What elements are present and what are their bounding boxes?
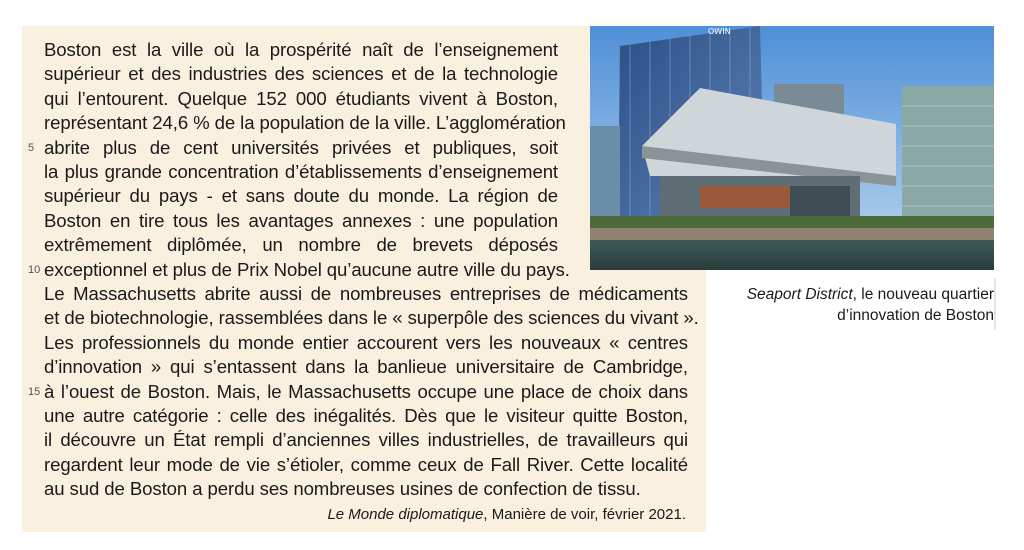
article-line: qui l’entourent. Quelque 152 000 étudiants vivent à Boston, [44, 87, 558, 109]
source-citation [327, 505, 686, 525]
building-sign: OWIN [708, 27, 731, 36]
line-number: 15 [28, 385, 41, 398]
seaport-district-photo [590, 26, 994, 270]
article-line: d’innovation » qui s’entassent dans la banlieue universitaire de Cambridge, [44, 356, 688, 378]
article-line: représentant 24,6 % de la population de la ville. L’agglomération [44, 112, 566, 134]
line-number: 5 [28, 141, 35, 154]
article-line: à l’ouest de Boston. Mais, le Massachusetts occupe une place de choix dans [44, 380, 688, 402]
caption-place: Seaport District [746, 286, 853, 303]
article-line: une autre catégorie : celle des inégalités. Dès que le visiteur quitte Boston, [44, 405, 688, 426]
caption-divider [994, 278, 996, 330]
article-line: regardent leur mode de vie s’étioler, comme ceux de Fall River. Cette localité [44, 453, 688, 475]
article-line: extrêmement diplômée, un nombre de brevets déposés [44, 234, 558, 256]
article-line: supérieur du pays - et sans doute du monde. La région de [44, 185, 558, 207]
article-line: Le Massachusetts abrite aussi de nombreuses entreprises de médicaments [44, 283, 688, 304]
article-line: abrite plus de cent universités privées et publiques, soit [44, 136, 558, 158]
line-number: 10 [28, 263, 41, 276]
photo-caption [706, 284, 994, 326]
article-line: Boston en tire tous les avantages annexes : une population [44, 209, 558, 231]
article-line: il découvre un État rempli d’anciennes villes industrielles, de travailleurs qui [44, 429, 688, 451]
source-title: Le Monde diplomatique [327, 506, 484, 523]
article-line: supérieur et des industries des sciences et de la technologie [44, 63, 558, 85]
caption-text-line2: d’innovation de Boston [837, 307, 994, 324]
source-rest: , Manière de voir, février 2021. [483, 506, 686, 523]
article-line: Boston est la ville où la prospérité naît de l’enseignement [44, 39, 558, 60]
article-line: exceptionnel et plus de Prix Nobel qu’aucune autre ville du pays. [44, 258, 570, 280]
article-line: Les professionnels du monde entier accourent vers les nouveaux « centres [44, 331, 688, 353]
article-line: et de biotechnologie, rassemblées dans le « superpôle des sciences du vivant ». [44, 307, 699, 329]
article-line: la plus grande concentration d’établissements d’enseignement [44, 161, 558, 182]
article-line: au sud de Boston a perdu ses nombreuses usines de confection de tissu. [44, 478, 641, 500]
caption-text: , le nouveau quartier [852, 286, 994, 303]
